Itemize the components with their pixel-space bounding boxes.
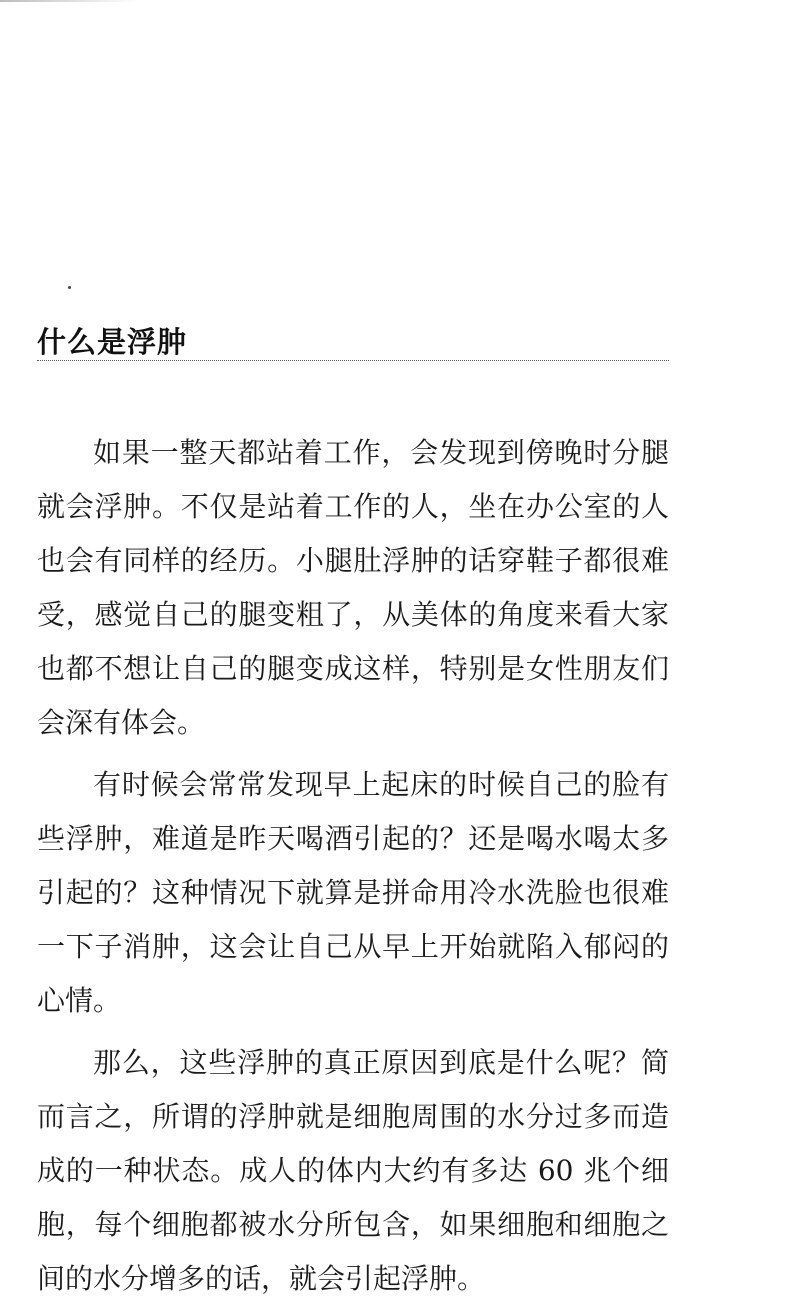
scan-edge-mark xyxy=(0,0,140,2)
section-heading xyxy=(37,324,669,364)
body-text xyxy=(37,426,669,1314)
paragraph-2: 有时候会常常发现早上起床的时候自己的脸有些浮肿，难道是昨天喝酒引起的？还是喝水喝太多引起的？这种情况下就算是拼命用冷水洗脸也很难一下子消肿，这会让自己从早上开始就陷入郁闷的心情。 xyxy=(37,768,669,1017)
ink-speck xyxy=(68,286,71,289)
paragraph-3: 那么，这些浮肿的真正原因到底是什么呢？简而言之，所谓的浮肿就是细胞周围的水分过多而造成的一种状态。成人的体内大约有多达 60 兆个细胞，每个细胞都被水分所包含，如果细胞和细胞之间的水分增多的话，就会引起浮肿。 xyxy=(37,1046,669,1295)
section-title: 什么是浮肿 xyxy=(37,325,188,359)
heading-underline xyxy=(37,360,669,361)
paragraph-1: 如果一整天都站着工作，会发现到傍晚时分腿就会浮肿。不仅是站着工作的人，坐在办公室的人也会有同样的经历。小腿肚浮肿的话穿鞋子都很难受，感觉自己的腿变粗了，从美体的角度来看大家也都不想让自己的腿变成这样，特别是女性朋友们会深有体会。 xyxy=(37,436,669,739)
